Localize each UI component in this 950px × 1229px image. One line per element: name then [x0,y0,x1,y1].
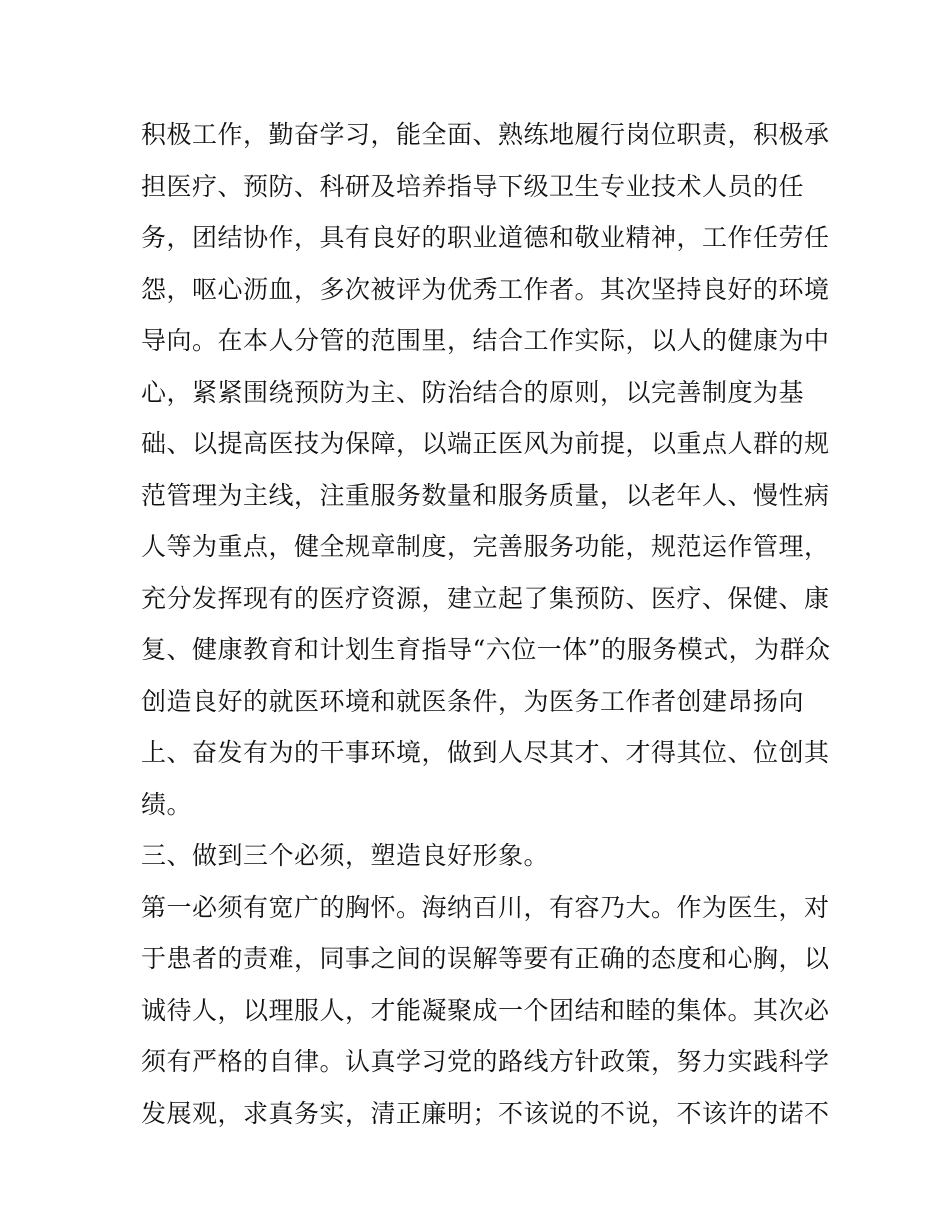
text-line: 怨，呕心沥血，多次被评为优秀工作者。其次坚持良好的环境 [141,274,830,304]
text-line: 导向。在本人分管的范围里，结合工作实际，以人的健康为中 [141,326,830,355]
text-line: 积极工作，勤奋学习，能全面、熟练地履行岗位职责，积极承 [141,120,830,149]
text-line: 担医疗、预防、科研及培养指导下级卫生专业技术人员的任 [141,171,805,201]
text-line: 诚待人，以理服人，才能凝聚成一个团结和睦的集体。其次必 [141,995,830,1025]
text-line: 务，团结协作，具有良好的职业道德和敬业精神，工作任劳任 [141,223,830,252]
text-line: 础、以提高医技为保障，以端正医风为前提，以重点人群的规 [141,429,830,458]
text-line: 创造良好的就医环境和就医条件，为医务工作者创建昂扬向 [141,686,805,716]
text-line: 人等为重点，健全规章制度，完善服务功能，规范运作管理， [141,532,830,561]
body-text [141,109,831,1139]
text-line: 充分发挥现有的医疗资源，建立起了集预防、医疗、保健、康 [141,583,830,613]
text-line: 复、健康教育和计划生育指导“六位一体”的服务模式，为群众 [141,635,831,664]
text-line: 绩。 [141,789,193,819]
text-line: 上、奋发有为的干事环境，做到人尽其才、才得其位、位创其 [141,738,830,767]
text-line: 心，紧紧围绕预防为主、防治结合的原则，以完善制度为基 [141,377,805,407]
section-heading: 三、做到三个必须，塑造良好形象。 [141,841,550,870]
text-line: 发展观，求真务实，清正廉明；不该说的不说，不该许的诺不 [141,1098,830,1128]
text-line: 范管理为主线，注重服务数量和服务质量，以老年人、慢性病 [141,480,830,510]
text-line: 于患者的责难，同事之间的误解等要有正确的态度和心胸，以 [141,944,830,973]
text-line: 第一必须有宽广的胸怀。海纳百川，有容乃大。作为医生，对 [141,892,830,922]
text-line: 须有严格的自律。认真学习党的路线方针政策，努力实践科学 [141,1047,830,1076]
